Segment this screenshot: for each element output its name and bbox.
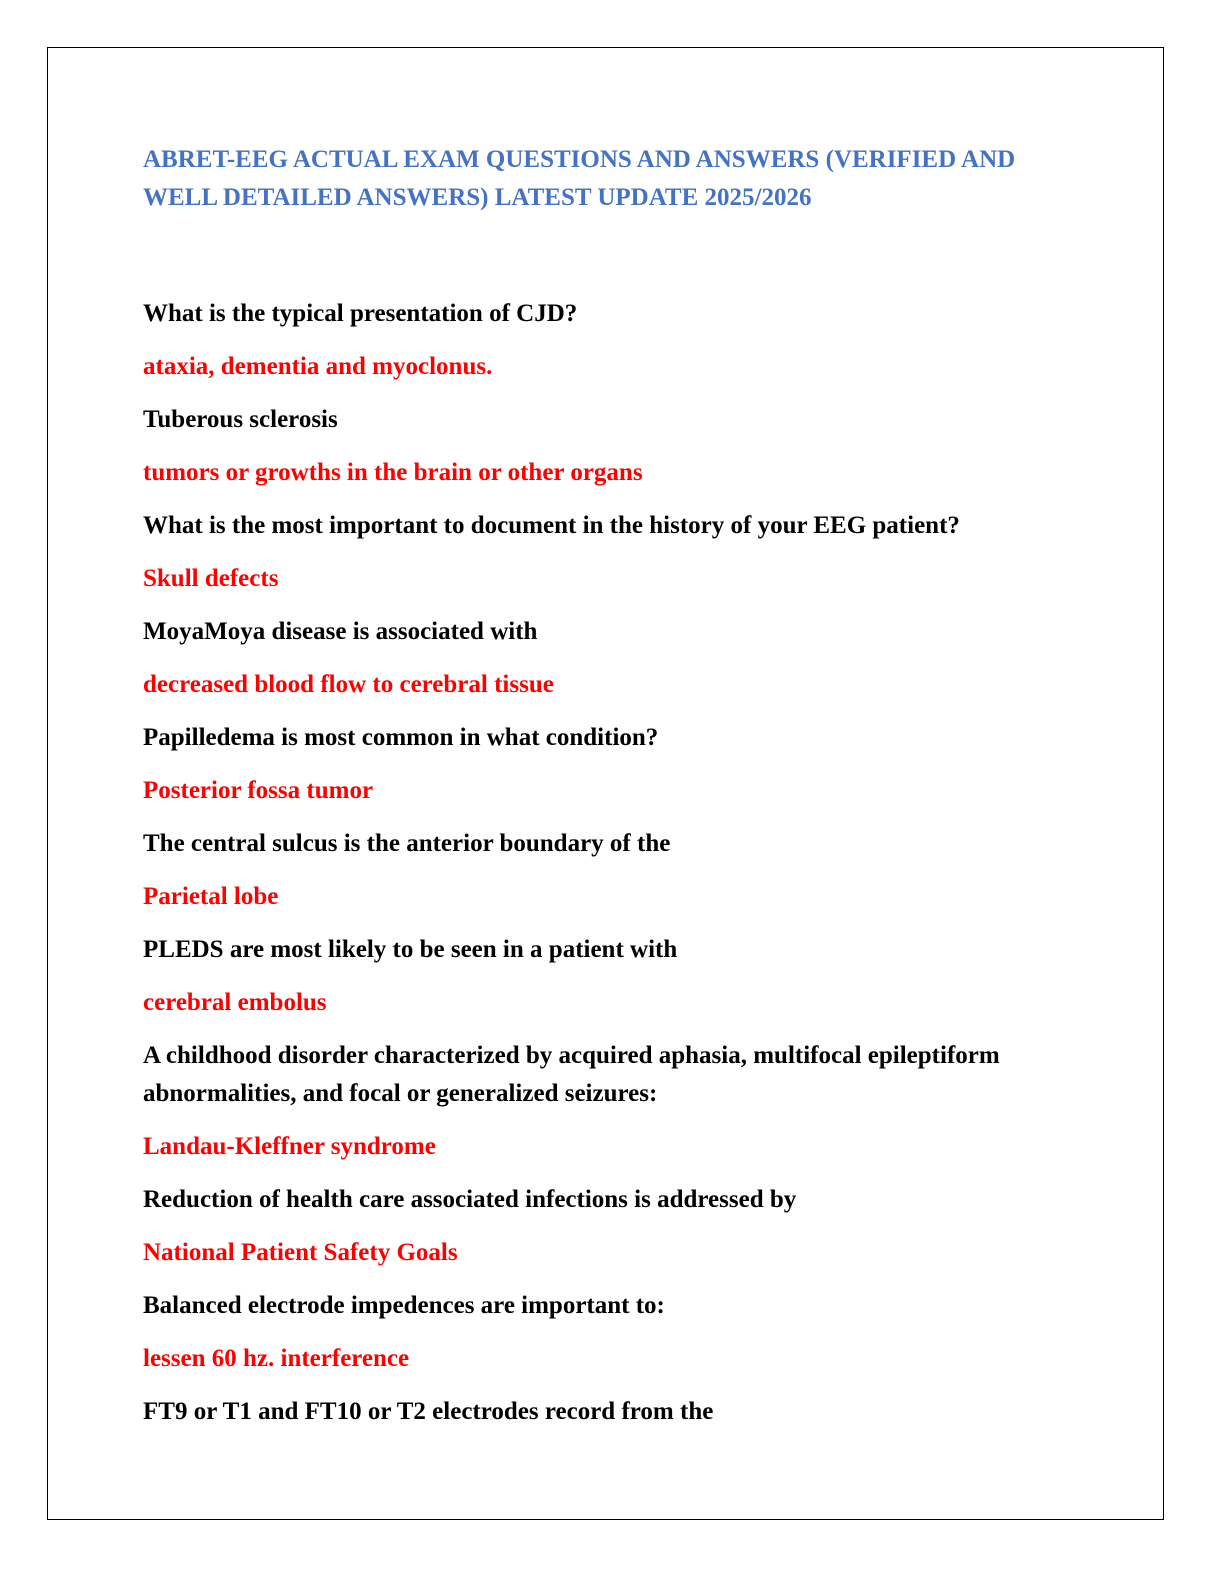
question-text: PLEDS are most likely to be seen in a patient with xyxy=(143,936,678,963)
answer-text: Landau-Kleffner syndrome xyxy=(143,1133,436,1160)
answer-text: Parietal lobe xyxy=(143,883,279,910)
answer-text: lessen 60 hz. interference xyxy=(143,1345,410,1372)
answer-text: cerebral embolus xyxy=(143,989,327,1016)
document-content xyxy=(143,141,1083,1446)
qa-list xyxy=(143,295,1083,1431)
question-text: Balanced electrode impedences are important to: xyxy=(143,1292,665,1319)
answer-text: ataxia, dementia and myoclonus. xyxy=(143,353,493,380)
question-text: Tuberous sclerosis xyxy=(143,406,338,433)
question-text: What is the most important to document in the history of your EEG patient? xyxy=(143,512,960,539)
question-text: The central sulcus is the anterior boundary of the xyxy=(143,830,671,857)
answer-text: National Patient Safety Goals xyxy=(143,1239,458,1266)
question-text: MoyaMoya disease is associated with xyxy=(143,618,538,645)
answer-text: decreased blood flow to cerebral tissue xyxy=(143,671,554,698)
question-text: A childhood disorder characterized by acquired aphasia, multifocal epileptiform abnormalities, and focal or generalized seizures: xyxy=(143,1042,1000,1107)
answer-text: Skull defects xyxy=(143,565,279,592)
question-text: What is the typical presentation of CJD? xyxy=(143,300,578,327)
answer-text: tumors or growths in the brain or other organs xyxy=(143,459,643,486)
question-text: Papilledema is most common in what condition? xyxy=(143,724,659,751)
question-text: FT9 or T1 and FT10 or T2 electrodes record from the xyxy=(143,1398,714,1425)
document-title: ABRET-EEG ACTUAL EXAM QUESTIONS AND ANSWERS (VERIFIED AND WELL DETAILED ANSWERS) LATEST UPDATE 2025/2026 xyxy=(143,146,1016,211)
question-text: Reduction of health care associated infections is addressed by xyxy=(143,1186,797,1213)
answer-text: Posterior fossa tumor xyxy=(143,777,374,804)
